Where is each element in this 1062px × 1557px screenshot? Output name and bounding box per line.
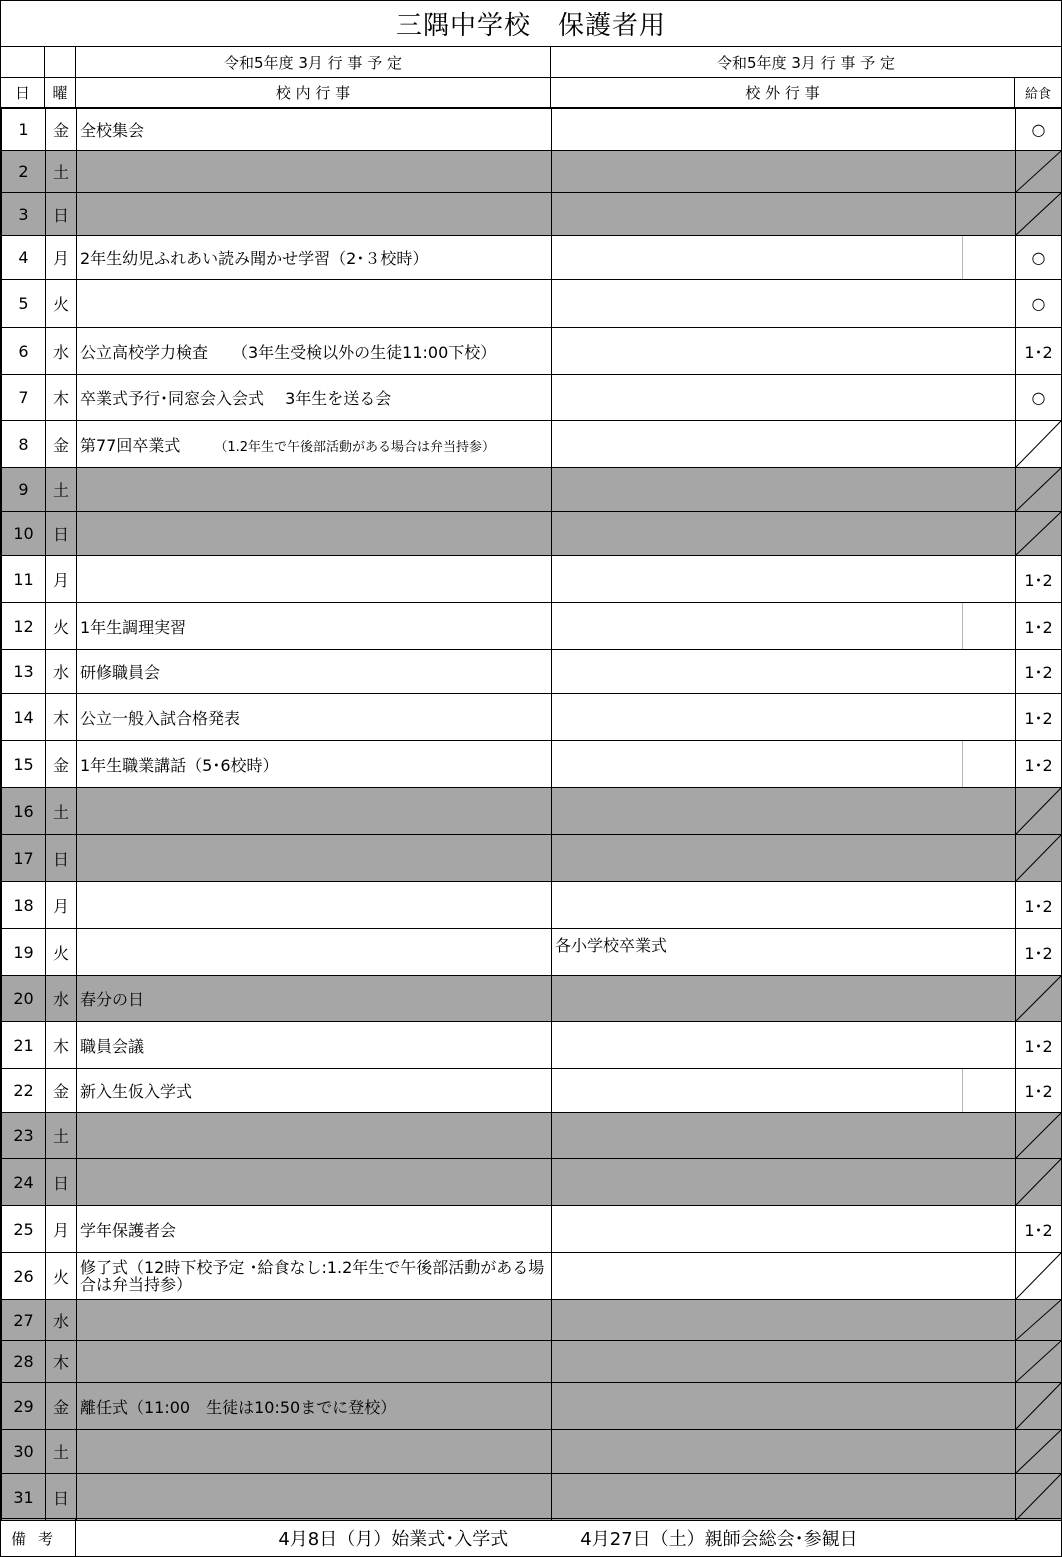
column-header-day: 日 xyxy=(1,78,45,108)
outside-event-cell xyxy=(552,603,1016,650)
day-cell: 16 xyxy=(2,788,46,835)
lunch-cell xyxy=(1016,1474,1062,1521)
inside-event-text: 公立高校学力検査 （3年生受検以外の生徒11:00下校） xyxy=(80,342,497,362)
day-cell: 9 xyxy=(2,468,46,512)
cell-divider xyxy=(962,236,963,279)
outside-event-cell xyxy=(552,1253,1016,1300)
weekday-cell: 日 xyxy=(46,1474,77,1521)
weekday-cell: 水 xyxy=(46,328,77,375)
inside-event-cell xyxy=(77,1341,552,1383)
column-header-outside-events: 校 外 行 事 xyxy=(551,78,1015,108)
no-lunch-slash-icon xyxy=(1016,151,1061,192)
day-cell: 22 xyxy=(2,1069,46,1113)
inside-event-text: 春分の日 xyxy=(80,990,145,1009)
remarks-label: 備考 xyxy=(1,1519,76,1557)
cell-divider xyxy=(962,603,963,649)
plan-header-right: 令和5年度 3月 行 事 予 定 xyxy=(551,47,1061,78)
lunch-cell xyxy=(1016,512,1062,556)
column-header-inside-events: 校 内 行 事 xyxy=(76,78,551,108)
inside-event-cell xyxy=(77,741,552,788)
day-cell: 14 xyxy=(2,694,46,741)
table-row xyxy=(2,328,1062,375)
table-row xyxy=(2,1300,1062,1341)
remarks-row xyxy=(1,1518,1061,1557)
lunch-cell xyxy=(1016,1159,1062,1206)
inside-event-cell xyxy=(77,328,552,375)
lunch-cell: 1･2 xyxy=(1016,1022,1062,1069)
inside-event-cell xyxy=(77,976,552,1022)
inside-event-cell xyxy=(77,1113,552,1159)
lunch-cell xyxy=(1016,976,1062,1022)
inside-event-cell xyxy=(77,468,552,512)
no-lunch-slash-icon xyxy=(1016,1474,1061,1520)
outside-event-cell xyxy=(552,193,1016,236)
day-cell: 24 xyxy=(2,1159,46,1206)
weekday-cell: 土 xyxy=(46,151,77,193)
cell-divider xyxy=(962,1069,963,1112)
inside-event-text: 学年保護者会 xyxy=(80,1220,177,1240)
table-row xyxy=(2,1113,1062,1159)
lunch-cell: 1･2 xyxy=(1016,1069,1062,1113)
table-row xyxy=(2,929,1062,976)
weekday-cell: 日 xyxy=(46,835,77,882)
no-lunch-slash-icon xyxy=(1016,976,1061,1021)
outside-event-cell xyxy=(552,1474,1016,1521)
day-cell: 19 xyxy=(2,929,46,976)
no-lunch-slash-icon xyxy=(1016,1113,1061,1158)
inside-event-cell xyxy=(77,1206,552,1253)
inside-event-cell xyxy=(77,151,552,193)
outside-event-cell xyxy=(552,694,1016,741)
day-cell: 27 xyxy=(2,1300,46,1341)
outside-event-text: 各小学校卒業式 xyxy=(555,936,668,955)
weekday-cell: 水 xyxy=(46,976,77,1022)
lunch-cell: 1･2 xyxy=(1016,929,1062,976)
outside-event-cell xyxy=(552,929,1016,976)
outside-event-cell xyxy=(552,151,1016,193)
inside-event-text: 新入生仮入学式 xyxy=(80,1082,193,1101)
weekday-cell: 月 xyxy=(46,1206,77,1253)
day-cell: 17 xyxy=(2,835,46,882)
inside-event-text: 1年生職業講話（5･6校時） xyxy=(80,755,279,775)
outside-event-cell xyxy=(552,109,1016,151)
lunch-cell: 1･2 xyxy=(1016,741,1062,788)
inside-event-cell xyxy=(77,1430,552,1474)
outside-event-cell xyxy=(552,1159,1016,1206)
day-cell: 12 xyxy=(2,603,46,650)
inside-event-text: 修了式（12時下校予定 ･給食なし:1.2年生で午後部活動がある場合は弁当持参） xyxy=(80,1258,545,1294)
outside-event-cell xyxy=(552,882,1016,929)
outside-event-cell xyxy=(552,1430,1016,1474)
outside-event-cell xyxy=(552,328,1016,375)
lunch-cell xyxy=(1016,151,1062,193)
no-lunch-slash-icon xyxy=(1016,193,1061,235)
lunch-cell xyxy=(1016,1430,1062,1474)
table-row xyxy=(2,151,1062,193)
lunch-cell: ○ xyxy=(1016,375,1062,421)
weekday-cell: 月 xyxy=(46,882,77,929)
no-lunch-slash-icon xyxy=(1016,512,1061,555)
weekday-cell: 月 xyxy=(46,556,77,603)
no-lunch-slash-icon xyxy=(1016,788,1061,834)
lunch-cell: 1･2 xyxy=(1016,650,1062,694)
weekday-cell: 水 xyxy=(46,650,77,694)
outside-event-cell xyxy=(552,1113,1016,1159)
inside-event-cell xyxy=(77,835,552,882)
lunch-cell: 1･2 xyxy=(1016,882,1062,929)
inside-event-cell xyxy=(77,1159,552,1206)
weekday-cell: 水 xyxy=(46,1300,77,1341)
outside-event-cell xyxy=(552,236,1016,280)
weekday-cell: 土 xyxy=(46,1430,77,1474)
table-row xyxy=(2,788,1062,835)
day-cell: 11 xyxy=(2,556,46,603)
inside-event-cell xyxy=(77,1383,552,1430)
outside-event-cell xyxy=(552,375,1016,421)
lunch-cell: 1･2 xyxy=(1016,1206,1062,1253)
day-cell: 10 xyxy=(2,512,46,556)
no-lunch-slash-icon xyxy=(1016,1300,1061,1340)
no-lunch-slash-icon xyxy=(1016,1341,1061,1382)
inside-event-cell xyxy=(77,193,552,236)
inside-event-cell xyxy=(77,1069,552,1113)
day-cell: 2 xyxy=(2,151,46,193)
lunch-cell: ○ xyxy=(1016,236,1062,280)
weekday-cell: 日 xyxy=(46,193,77,236)
lunch-cell: 1･2 xyxy=(1016,556,1062,603)
day-cell: 28 xyxy=(2,1341,46,1383)
day-cell: 8 xyxy=(2,421,46,468)
day-cell: 7 xyxy=(2,375,46,421)
table-row xyxy=(2,556,1062,603)
weekday-cell: 日 xyxy=(46,512,77,556)
table-row xyxy=(2,468,1062,512)
weekday-cell: 木 xyxy=(46,1341,77,1383)
inside-event-cell xyxy=(77,650,552,694)
inside-event-note: （1.2年生で午後部活動がある場合は弁当持参） xyxy=(214,439,496,455)
plan-header-blank-day xyxy=(1,47,45,78)
outside-event-cell xyxy=(552,421,1016,468)
inside-event-text: 研修職員会 xyxy=(80,663,161,682)
lunch-cell xyxy=(1016,1113,1062,1159)
table-row xyxy=(2,193,1062,236)
inside-event-cell xyxy=(77,556,552,603)
inside-event-cell xyxy=(77,421,552,468)
table-row xyxy=(2,512,1062,556)
inside-event-cell xyxy=(77,1474,552,1521)
table-row xyxy=(2,976,1062,1022)
inside-event-text: 全校集会 xyxy=(80,121,145,140)
remarks-text: 4月8日（月）始業式･入学式 4月27日（土）親師会総会･参観日 xyxy=(278,1529,858,1550)
inside-event-cell xyxy=(77,109,552,151)
table-row xyxy=(2,694,1062,741)
inside-event-text: 卒業式予行･同窓会入会式 3年生を送る会 xyxy=(80,389,392,408)
schedule-table xyxy=(1,108,1062,1521)
table-row xyxy=(2,882,1062,929)
inside-event-text: 2年生幼児ふれあい読み聞かせ学習（2･３校時） xyxy=(80,249,429,268)
day-cell: 6 xyxy=(2,328,46,375)
no-lunch-slash-icon xyxy=(1016,421,1061,467)
day-cell: 5 xyxy=(2,280,46,328)
day-cell: 31 xyxy=(2,1474,46,1521)
day-cell: 15 xyxy=(2,741,46,788)
lunch-cell: 1･2 xyxy=(1016,603,1062,650)
outside-event-cell xyxy=(552,556,1016,603)
lunch-cell: ○ xyxy=(1016,280,1062,328)
table-row xyxy=(2,650,1062,694)
no-lunch-slash-icon xyxy=(1016,835,1061,881)
weekday-cell: 土 xyxy=(46,788,77,835)
inside-event-text: 公立一般入試合格発表 xyxy=(80,708,241,728)
lunch-cell xyxy=(1016,835,1062,882)
weekday-cell: 火 xyxy=(46,603,77,650)
outside-event-cell xyxy=(552,1069,1016,1113)
outside-event-cell xyxy=(552,741,1016,788)
inside-event-text: 離任式（11:00 生徒は10:50までに登校） xyxy=(80,1397,397,1417)
inside-event-text: 第77回卒業式 xyxy=(80,435,181,455)
weekday-cell: 金 xyxy=(46,1069,77,1113)
outside-event-cell xyxy=(552,468,1016,512)
weekday-cell: 月 xyxy=(46,236,77,280)
inside-event-cell xyxy=(77,603,552,650)
inside-event-cell xyxy=(77,1253,552,1300)
column-header-lunch: 給食 xyxy=(1015,78,1061,108)
lunch-cell: ○ xyxy=(1016,109,1062,151)
day-cell: 13 xyxy=(2,650,46,694)
weekday-cell: 木 xyxy=(46,1022,77,1069)
table-row xyxy=(2,1430,1062,1474)
weekday-cell: 日 xyxy=(46,1159,77,1206)
inside-event-text: 職員会議 xyxy=(80,1036,145,1056)
table-row xyxy=(2,1069,1062,1113)
table-row xyxy=(2,835,1062,882)
page-title: 三隅中学校 保護者用 xyxy=(1,1,1061,47)
inside-event-text: 1年生調理実習 xyxy=(80,617,187,637)
weekday-cell: 火 xyxy=(46,280,77,328)
lunch-cell: 1･2 xyxy=(1016,328,1062,375)
lunch-cell xyxy=(1016,468,1062,512)
table-row xyxy=(2,1159,1062,1206)
day-cell: 30 xyxy=(2,1430,46,1474)
outside-event-cell xyxy=(552,1383,1016,1430)
table-row xyxy=(2,280,1062,328)
plan-header-left: 令和5年度 3月 行 事 予 定 xyxy=(76,47,551,78)
inside-event-cell xyxy=(77,788,552,835)
weekday-cell: 木 xyxy=(46,694,77,741)
table-row xyxy=(2,375,1062,421)
table-row xyxy=(2,1253,1062,1300)
table-row xyxy=(2,236,1062,280)
day-cell: 4 xyxy=(2,236,46,280)
day-cell: 1 xyxy=(2,109,46,151)
outside-event-cell xyxy=(552,1341,1016,1383)
table-row xyxy=(2,741,1062,788)
weekday-cell: 土 xyxy=(46,468,77,512)
table-row xyxy=(2,1383,1062,1430)
day-cell: 18 xyxy=(2,882,46,929)
inside-event-cell xyxy=(77,1022,552,1069)
day-cell: 3 xyxy=(2,193,46,236)
day-cell: 26 xyxy=(2,1253,46,1300)
inside-event-cell xyxy=(77,280,552,328)
day-cell: 21 xyxy=(2,1022,46,1069)
table-row xyxy=(2,109,1062,151)
cell-divider xyxy=(962,741,963,787)
inside-event-cell xyxy=(77,1300,552,1341)
table-row xyxy=(2,1022,1062,1069)
inside-event-cell xyxy=(77,694,552,741)
day-cell: 23 xyxy=(2,1113,46,1159)
lunch-cell xyxy=(1016,1383,1062,1430)
outside-event-cell xyxy=(552,788,1016,835)
lunch-cell xyxy=(1016,788,1062,835)
outside-event-cell xyxy=(552,650,1016,694)
lunch-cell: 1･2 xyxy=(1016,694,1062,741)
lunch-cell xyxy=(1016,1341,1062,1383)
outside-event-cell xyxy=(552,1022,1016,1069)
no-lunch-slash-icon xyxy=(1016,1383,1061,1429)
column-header-weekday: 曜 xyxy=(45,78,76,108)
weekday-cell: 金 xyxy=(46,1383,77,1430)
outside-event-cell xyxy=(552,512,1016,556)
no-lunch-slash-icon xyxy=(1016,468,1061,511)
table-row xyxy=(2,603,1062,650)
inside-event-cell xyxy=(77,929,552,976)
outside-event-cell xyxy=(552,1206,1016,1253)
plan-header-blank-weekday xyxy=(45,47,76,78)
outside-event-cell xyxy=(552,835,1016,882)
lunch-cell xyxy=(1016,1253,1062,1300)
table-row xyxy=(2,1341,1062,1383)
lunch-cell xyxy=(1016,421,1062,468)
day-cell: 25 xyxy=(2,1206,46,1253)
weekday-cell: 木 xyxy=(46,375,77,421)
table-row xyxy=(2,1474,1062,1521)
weekday-cell: 火 xyxy=(46,1253,77,1300)
no-lunch-slash-icon xyxy=(1016,1159,1061,1205)
day-cell: 29 xyxy=(2,1383,46,1430)
lunch-cell xyxy=(1016,193,1062,236)
outside-event-cell xyxy=(552,976,1016,1022)
weekday-cell: 金 xyxy=(46,109,77,151)
inside-event-cell xyxy=(77,375,552,421)
weekday-cell: 金 xyxy=(46,421,77,468)
day-cell: 20 xyxy=(2,976,46,1022)
no-lunch-slash-icon xyxy=(1016,1253,1061,1299)
table-row xyxy=(2,421,1062,468)
weekday-cell: 土 xyxy=(46,1113,77,1159)
outside-event-cell xyxy=(552,280,1016,328)
inside-event-cell xyxy=(77,236,552,280)
weekday-cell: 火 xyxy=(46,929,77,976)
no-lunch-slash-icon xyxy=(1016,1430,1061,1473)
table-row xyxy=(2,1206,1062,1253)
inside-event-cell xyxy=(77,512,552,556)
outside-event-cell xyxy=(552,1300,1016,1341)
weekday-cell: 金 xyxy=(46,741,77,788)
lunch-cell xyxy=(1016,1300,1062,1341)
inside-event-cell xyxy=(77,882,552,929)
